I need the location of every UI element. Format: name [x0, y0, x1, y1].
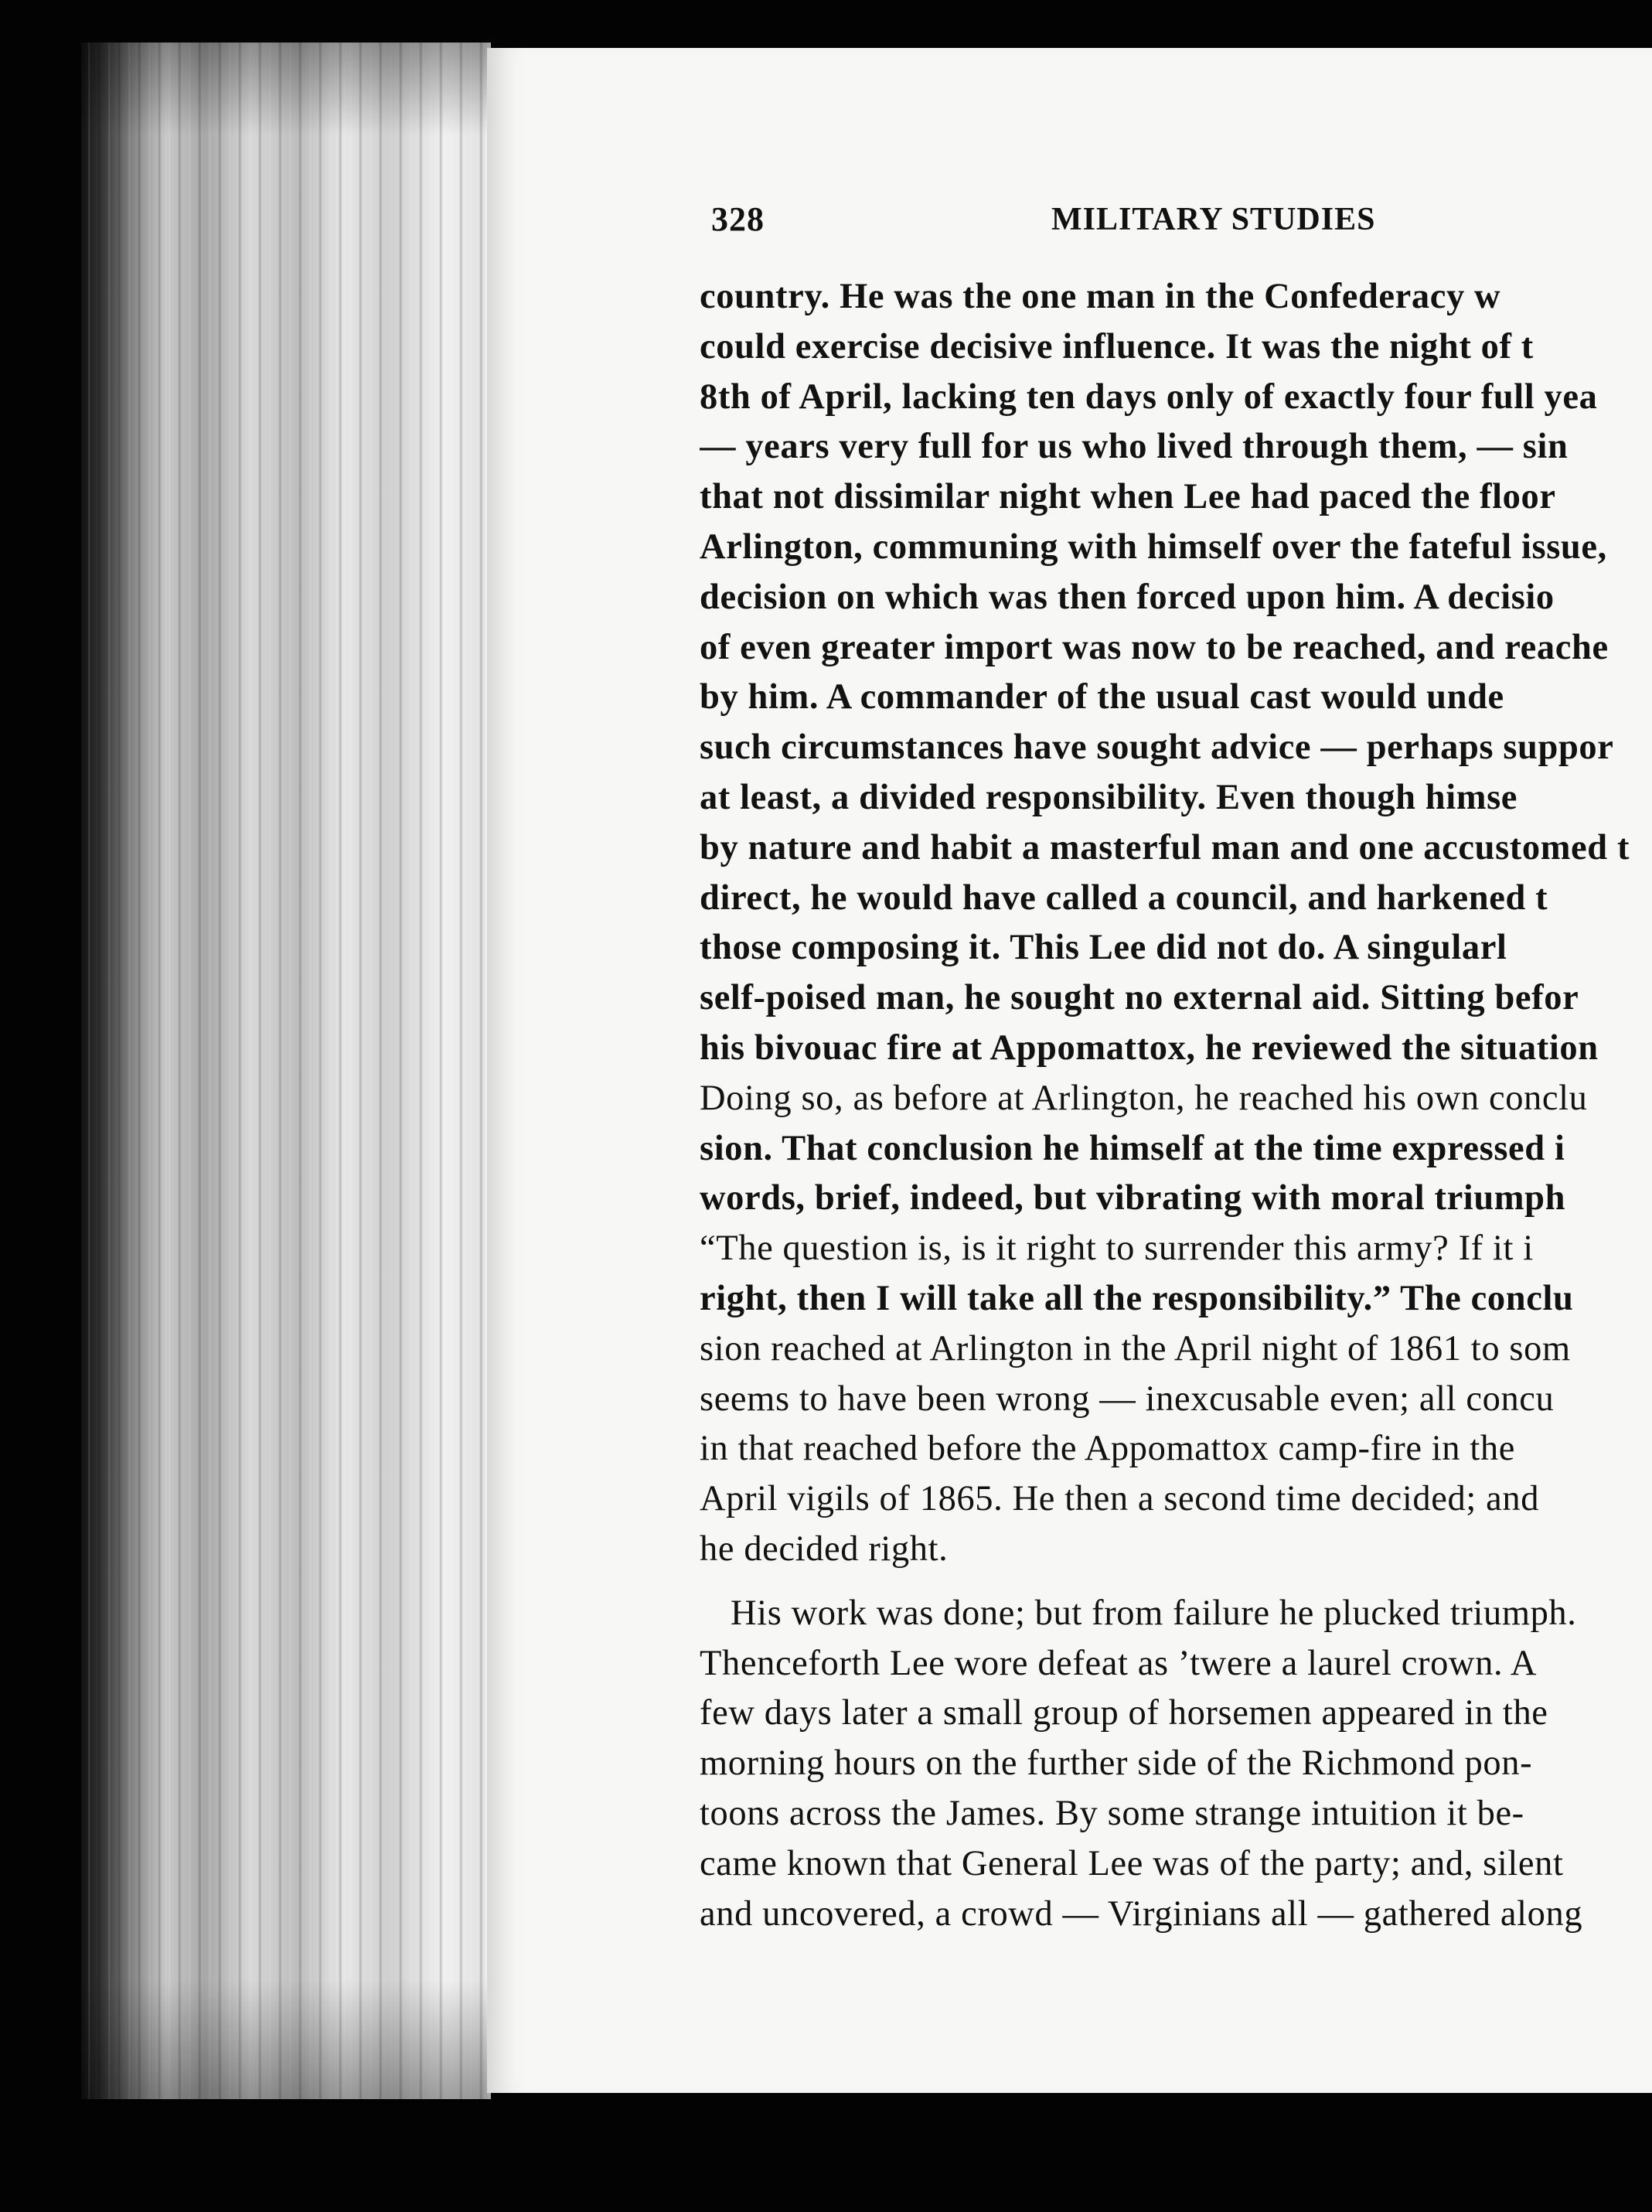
- text-line: country. He was the one man in the Confederacy w: [700, 277, 1501, 316]
- text-line: of even greater import was now to be reached, and reache: [700, 627, 1609, 667]
- text-line: he decided right.: [700, 1529, 949, 1569]
- page-number: 328: [711, 200, 765, 238]
- binding-shadow-top: [81, 43, 491, 135]
- text-line: sion reached at Arlington in the April night of 1861 to som: [700, 1328, 1571, 1368]
- text-line: and uncovered, a crowd — Virginians all — gathered along: [700, 1893, 1583, 1934]
- text-line: toons across the James. By some strange intuition it be-: [700, 1793, 1524, 1833]
- text-line: could exercise decisive influence. It was the night of t: [700, 326, 1534, 366]
- text-line: Thenceforth Lee wore defeat as ’twere a laurel crown. A: [700, 1643, 1538, 1683]
- text-line: came known that General Lee was of the party; and, silent: [700, 1843, 1564, 1883]
- text-line: that not dissimilar night when Lee had paced the floor: [700, 477, 1556, 517]
- text-line: his bivouac fire at Appomattox, he reviewed the situation: [700, 1028, 1599, 1068]
- text-line: decision on which was then forced upon him. A decisio: [700, 577, 1555, 617]
- text-line: — years very full for us who lived through them, — sin: [700, 427, 1569, 467]
- text-line: at least, a divided responsibility. Even though himse: [700, 777, 1518, 817]
- text-line: those composing it. This Lee did not do. A singularl: [700, 928, 1507, 968]
- text-line: morning hours on the further side of the Richmond pon-: [700, 1743, 1533, 1784]
- running-title: MILITARY STUDIES: [1051, 202, 1376, 237]
- text-line: right, then I will take all the responsibility.” The conclu: [700, 1278, 1574, 1318]
- text-line: 8th of April, lacking ten days only of exactly four full yea: [700, 377, 1598, 417]
- text-line: seems to have been wrong — inexcusable even; all concu: [700, 1379, 1555, 1419]
- text-line: sion. That conclusion he himself at the time expressed i: [700, 1128, 1565, 1168]
- text-line: words, brief, indeed, but vibrating with moral triumph: [700, 1178, 1566, 1218]
- text-line: Arlington, communing with himself over the fateful issue,: [700, 527, 1607, 567]
- text-line: “The question is, is it right to surrender this army? If it i: [700, 1229, 1534, 1269]
- binding-shadow-bottom: [81, 1979, 491, 2103]
- text-line: few days later a small group of horsemen appeared in the: [700, 1693, 1548, 1733]
- text-line: such circumstances have sought advice — perhaps suppor: [700, 728, 1614, 768]
- text-line: self-poised man, he sought no external aid. Sitting befor: [700, 978, 1579, 1018]
- text-line: Doing so, as before at Arlington, he reached his own conclu: [700, 1078, 1588, 1118]
- text-line: by nature and habit a masterful man and one accustomed t: [700, 827, 1630, 867]
- text-line: April vigils of 1865. He then a second time decided; and: [700, 1479, 1540, 1519]
- text-line: by him. A commander of the usual cast would unde: [700, 677, 1504, 717]
- paragraph-2: [700, 1589, 1652, 1940]
- text-line: His work was done; but from failure he plucked triumph.: [731, 1593, 1577, 1633]
- running-head: [711, 199, 1600, 246]
- text-line: in that reached before the Appomattox camp-fire in the: [700, 1429, 1515, 1469]
- body-text: [700, 272, 1652, 1939]
- paragraph-gap: [700, 1575, 1652, 1589]
- text-line: direct, he would have called a council, and harkened t: [700, 878, 1548, 918]
- book-binding-edge: [81, 43, 491, 2099]
- paragraph-1: [700, 272, 1652, 1575]
